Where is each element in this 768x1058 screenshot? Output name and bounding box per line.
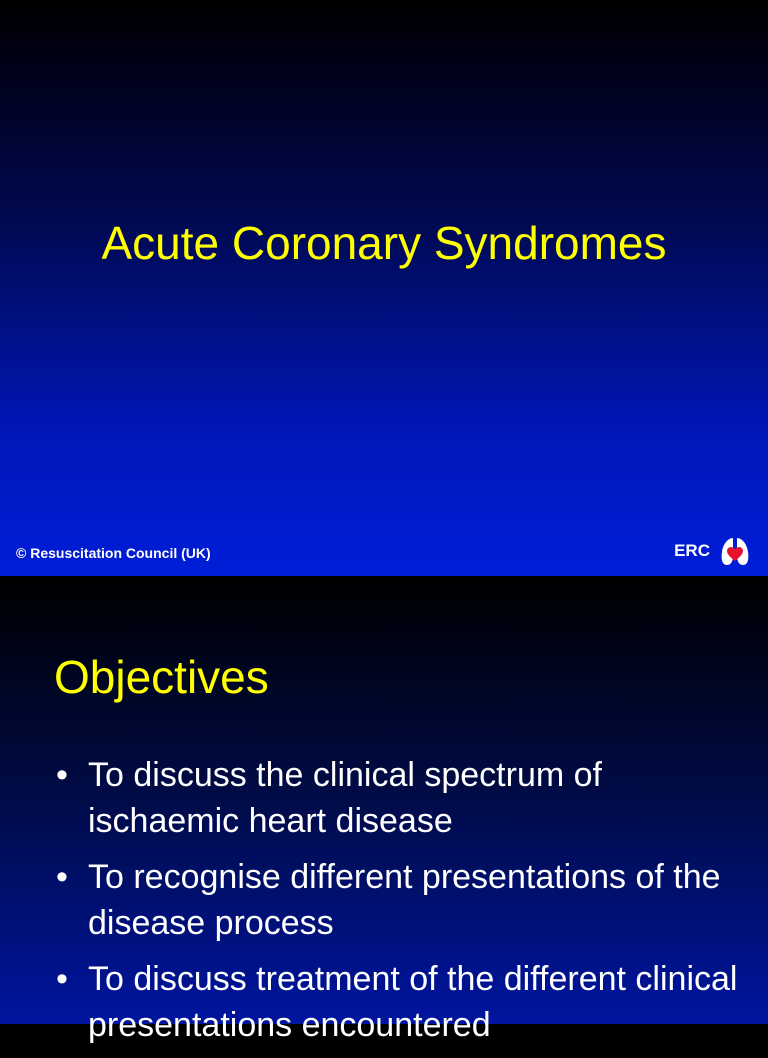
erc-heart-lungs-icon	[718, 534, 752, 568]
list-item	[54, 752, 744, 844]
bullet-text: To discuss the clinical spectrum of ischaemic heart disease	[88, 756, 602, 840]
objectives-list	[54, 752, 744, 1058]
erc-logo-group	[674, 534, 752, 568]
bullet-text: To discuss treatment of the different clinical presentations encountered	[88, 960, 738, 1044]
erc-logo-text: ERC	[674, 541, 710, 560]
copyright-footer: © Resuscitation Council (UK)	[16, 545, 211, 561]
bullet-icon: •	[56, 960, 68, 998]
bullet-icon: •	[56, 858, 68, 896]
bullet-icon: •	[56, 756, 68, 794]
bullet-text: To recognise different presentations of the disease process	[88, 858, 721, 942]
slide-objectives	[0, 576, 768, 1044]
objectives-heading: Objectives	[54, 651, 269, 703]
slide-title-heading: Acute Coronary Syndromes	[101, 217, 667, 269]
list-item	[54, 956, 744, 1048]
list-item	[54, 854, 744, 946]
